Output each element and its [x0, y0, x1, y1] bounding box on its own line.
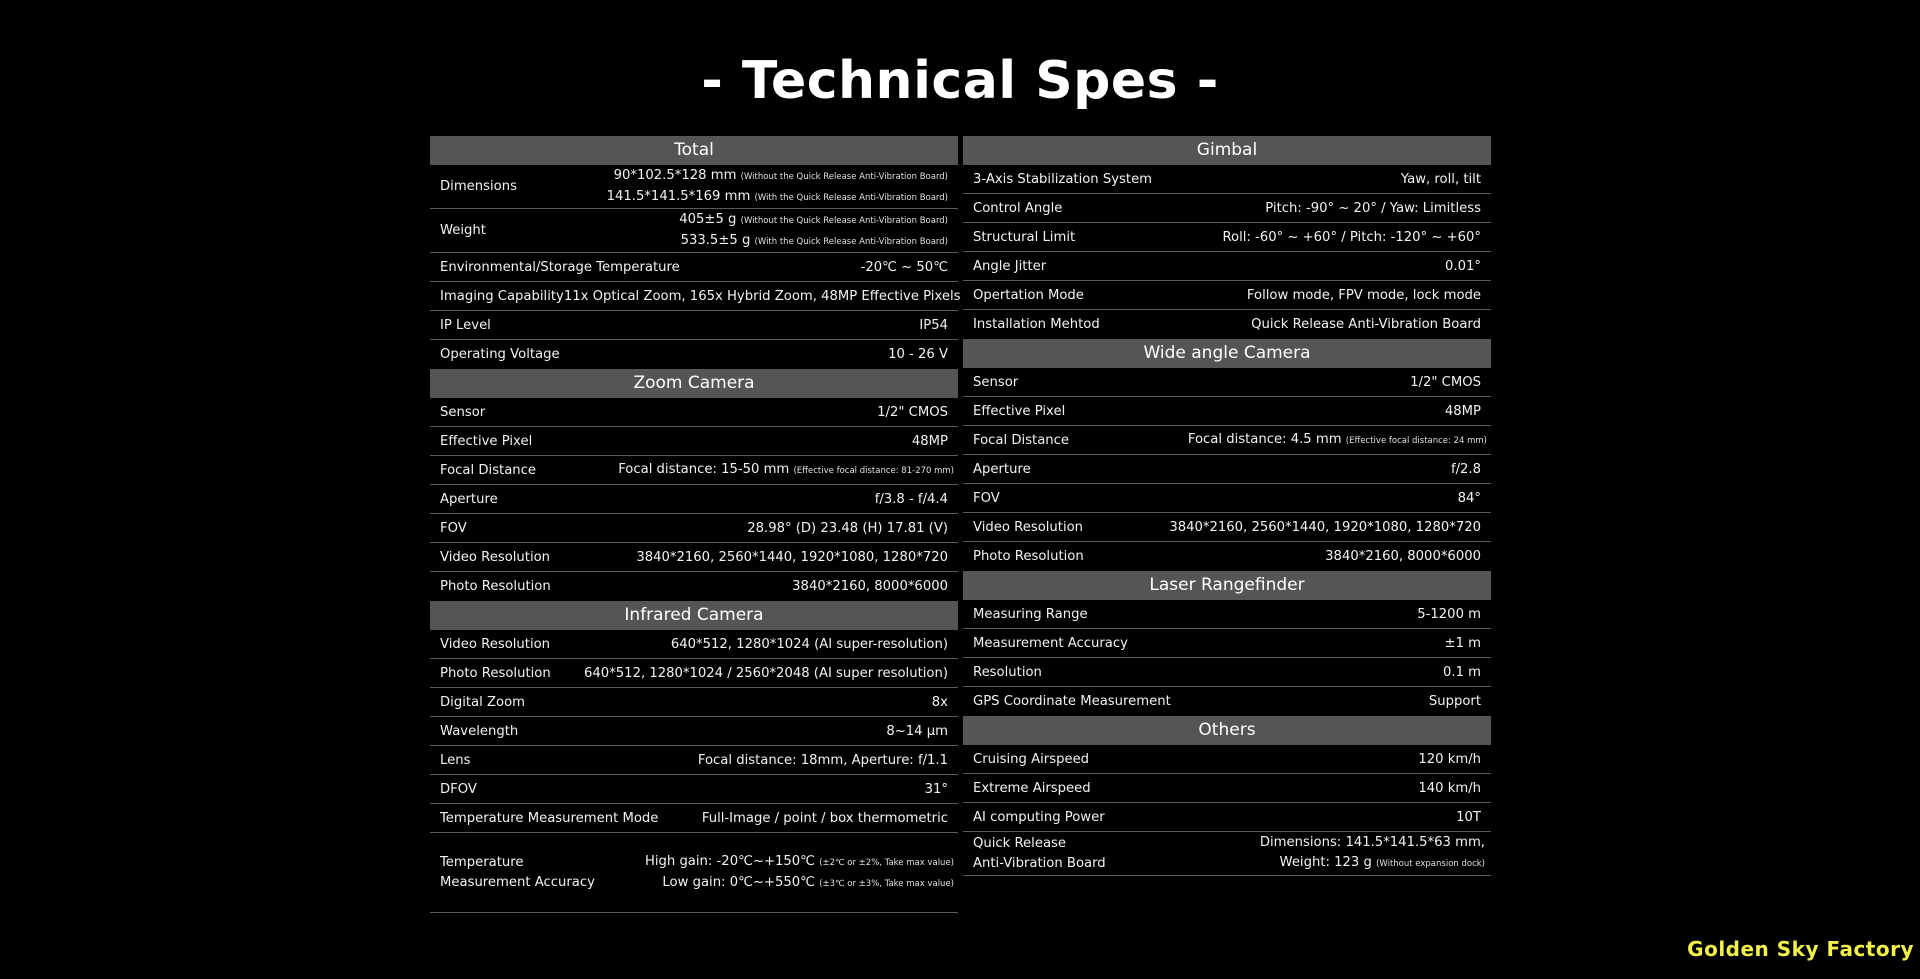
spec-row: [963, 223, 1491, 252]
spec-row: [963, 774, 1491, 803]
spec-row: [430, 253, 958, 282]
page-title: - Technical Spes -: [701, 51, 1219, 111]
spec-value: Focal distance: 4.5 mm (Effective focal distance: 24 mm): [1187, 431, 1487, 447]
spec-row: [963, 484, 1491, 513]
spec-value: 140 km/h: [1418, 780, 1481, 796]
spec-value: f/2.8: [1450, 461, 1481, 477]
spec-row: [430, 688, 958, 717]
spec-row: [963, 513, 1491, 542]
spec-label: Environmental/Storage Temperature: [440, 259, 680, 275]
spec-row: [963, 629, 1491, 658]
spec-label: Extreme Airspeed: [973, 780, 1091, 796]
spec-value: 8~14 μm: [886, 723, 948, 739]
spec-label: Video Resolution: [440, 549, 551, 565]
spec-label: AI computing Power: [973, 809, 1105, 825]
spec-value: 0.01°: [1445, 258, 1481, 274]
spec-row-dimensions: [430, 165, 958, 209]
spec-label: Focal Distance: [973, 432, 1070, 448]
spec-row: [963, 455, 1491, 484]
spec-label: Video Resolution: [973, 519, 1084, 535]
spec-label: Wavelength: [440, 723, 519, 739]
spec-value: Yaw, roll, tilt: [1400, 171, 1481, 187]
spec-row: [963, 600, 1491, 629]
spec-label: FOV: [440, 520, 467, 536]
section-header-wide-angle-camera: Wide angle Camera: [963, 339, 1491, 368]
spec-row: [430, 630, 958, 659]
spec-value: -20℃ ~ 50℃: [860, 259, 948, 275]
spec-row-weight: [430, 209, 958, 253]
spec-label: Weight: [440, 223, 486, 238]
spec-value: 31°: [924, 781, 948, 797]
spec-label: Control Angle: [973, 200, 1063, 216]
spec-value: 1/2" CMOS: [877, 404, 948, 420]
spec-row: [430, 514, 958, 543]
spec-row-focal-distance: [963, 426, 1491, 455]
spec-value: 640*512, 1280*1024 / 2560*2048 (AI super resolution): [584, 665, 948, 681]
right-spec-column: [963, 136, 1491, 876]
spec-row: [963, 165, 1491, 194]
spec-value: 3840*2160, 8000*6000: [1325, 549, 1481, 564]
section-header-infrared-camera: Infrared Camera: [430, 601, 958, 630]
spec-label: Lens: [440, 752, 471, 768]
spec-label: IP Level: [440, 317, 491, 333]
spec-value: Focal distance: 18mm, Aperture: f/1.1: [697, 752, 948, 768]
spec-row: [430, 282, 961, 311]
spec-label: Temperature Measurement Accuracy: [440, 854, 595, 890]
spec-value: Focal distance: 15-50 mm (Effective focal distance: 81-270 mm): [618, 461, 954, 477]
spec-value: Quick Release Anti-Vibration Board: [1251, 317, 1481, 332]
spec-value: 5-1200 m: [1417, 606, 1481, 622]
spec-row: [963, 803, 1491, 832]
spec-label: Digital Zoom: [440, 694, 525, 710]
spec-label: Photo Resolution: [440, 579, 551, 594]
spec-value: 48MP: [1444, 403, 1481, 419]
spec-value: 1/2" CMOS: [1410, 374, 1481, 390]
spec-value: 0.1 m: [1442, 664, 1481, 680]
left-spec-column: [430, 136, 961, 913]
spec-row: [430, 775, 958, 804]
spec-label: Sensor: [440, 404, 486, 420]
spec-row-temperature-accuracy: [430, 833, 958, 913]
spec-value: Dimensions: 141.5*141.5*63 mm, Weight: 123 g (Without expansion dock): [1259, 835, 1485, 870]
spec-label: Sensor: [973, 374, 1019, 390]
spec-value: High gain: -20℃~+150℃ (±2℃ or ±2%, Take max value) Low gain: 0℃~+550℃ (±3℃ or ±3%, Take max value): [644, 853, 954, 890]
spec-label: GPS Coordinate Measurement: [973, 694, 1171, 709]
spec-label: Photo Resolution: [440, 665, 551, 681]
spec-label: Video Resolution: [440, 636, 551, 652]
section-header-others: Others: [963, 716, 1491, 745]
spec-value: 48MP: [911, 433, 948, 449]
spec-row: [430, 398, 958, 427]
spec-value: Follow mode, FPV mode, lock mode: [1246, 287, 1481, 303]
spec-label: Quick Release Anti-Vibration Board: [973, 835, 1106, 871]
spec-value: 10T: [1456, 809, 1481, 825]
spec-label: Cruising Airspeed: [973, 751, 1090, 767]
spec-value: ±1 m: [1444, 635, 1481, 651]
spec-label: Aperture: [973, 461, 1031, 477]
spec-value: 3840*2160, 2560*1440, 1920*1080, 1280*720: [636, 549, 948, 565]
spec-label: FOV: [973, 490, 1000, 506]
spec-value: Full-Image / point / box thermometric: [701, 810, 948, 826]
section-header-zoom-camera: Zoom Camera: [430, 369, 958, 398]
spec-row: [963, 658, 1491, 687]
spec-label: Effective Pixel: [973, 403, 1066, 419]
spec-value: 84°: [1457, 490, 1481, 506]
spec-row: [430, 340, 958, 369]
spec-label: Operating Voltage: [440, 347, 560, 362]
spec-row: [430, 485, 958, 514]
spec-row: [963, 281, 1491, 310]
spec-label: Imaging Capability: [440, 288, 564, 304]
spec-value: 3840*2160, 2560*1440, 1920*1080, 1280*720: [1169, 519, 1481, 535]
spec-row: [963, 687, 1491, 716]
spec-row: [430, 572, 958, 601]
spec-label: Focal Distance: [440, 462, 537, 478]
brand-watermark: Golden Sky Factory: [1687, 937, 1914, 961]
spec-value: Pitch: -90° ~ 20° / Yaw: Limitless: [1265, 200, 1481, 216]
spec-row: [963, 397, 1491, 426]
spec-row: [963, 194, 1491, 223]
spec-value: f/3.8 - f/4.4: [874, 491, 948, 507]
spec-value: 8x: [931, 694, 948, 710]
spec-label: Opertation Mode: [973, 287, 1084, 303]
spec-row: [963, 542, 1491, 571]
spec-label: Temperature Measurement Mode: [440, 810, 659, 826]
spec-value: 11x Optical Zoom, 165x Hybrid Zoom, 48MP Effective Pixels: [563, 288, 961, 304]
spec-label: Photo Resolution: [973, 549, 1084, 564]
spec-row: [963, 745, 1491, 774]
spec-row: [963, 252, 1491, 281]
spec-row-quick-release-board: [963, 832, 1491, 876]
spec-label: Installation Mehtod: [973, 317, 1100, 332]
spec-row: [430, 543, 958, 572]
spec-value: Support: [1428, 694, 1481, 709]
spec-label: Measurement Accuracy: [973, 635, 1128, 651]
spec-row: [430, 717, 958, 746]
spec-value: 3840*2160, 8000*6000: [792, 579, 948, 594]
spec-label: 3-Axis Stabilization System: [973, 171, 1153, 187]
spec-value: 405±5 g (Without the Quick Release Anti-Vibration Board) 533.5±5 g (With the Quick Release Anti-Vibration Board): [679, 211, 948, 248]
spec-row: [430, 746, 958, 775]
spec-value: 10 - 26 V: [888, 347, 948, 362]
section-header-total: Total: [430, 136, 958, 165]
spec-row-focal-distance: [430, 456, 958, 485]
section-header-laser-rangefinder: Laser Rangefinder: [963, 571, 1491, 600]
spec-row: [430, 427, 958, 456]
spec-label: Measuring Range: [973, 606, 1088, 622]
spec-value: 90*102.5*128 mm (Without the Quick Release Anti-Vibration Board) 141.5*141.5*169 mm (With the Quick Release Anti-Vibration Board): [606, 167, 948, 204]
spec-value: Roll: -60° ~ +60° / Pitch: -120° ~ +60°: [1222, 229, 1481, 245]
section-header-gimbal: Gimbal: [963, 136, 1491, 165]
spec-value: 120 km/h: [1418, 751, 1481, 767]
spec-value: 640*512, 1280*1024 (AI super-resolution): [670, 636, 948, 652]
spec-label: Resolution: [973, 664, 1042, 680]
spec-value: IP54: [919, 317, 948, 333]
spec-row: [963, 368, 1491, 397]
spec-label: DFOV: [440, 781, 477, 797]
spec-row: [963, 310, 1491, 339]
spec-row: [430, 311, 958, 340]
spec-label: Angle Jitter: [973, 258, 1047, 274]
spec-row: [430, 659, 958, 688]
spec-label: Dimensions: [440, 179, 517, 194]
spec-label: Effective Pixel: [440, 433, 533, 449]
spec-value: 28.98° (D) 23.48 (H) 17.81 (V): [747, 520, 948, 536]
spec-label: Aperture: [440, 491, 498, 507]
spec-row: [430, 804, 958, 833]
spec-label: Structural Limit: [973, 229, 1076, 245]
